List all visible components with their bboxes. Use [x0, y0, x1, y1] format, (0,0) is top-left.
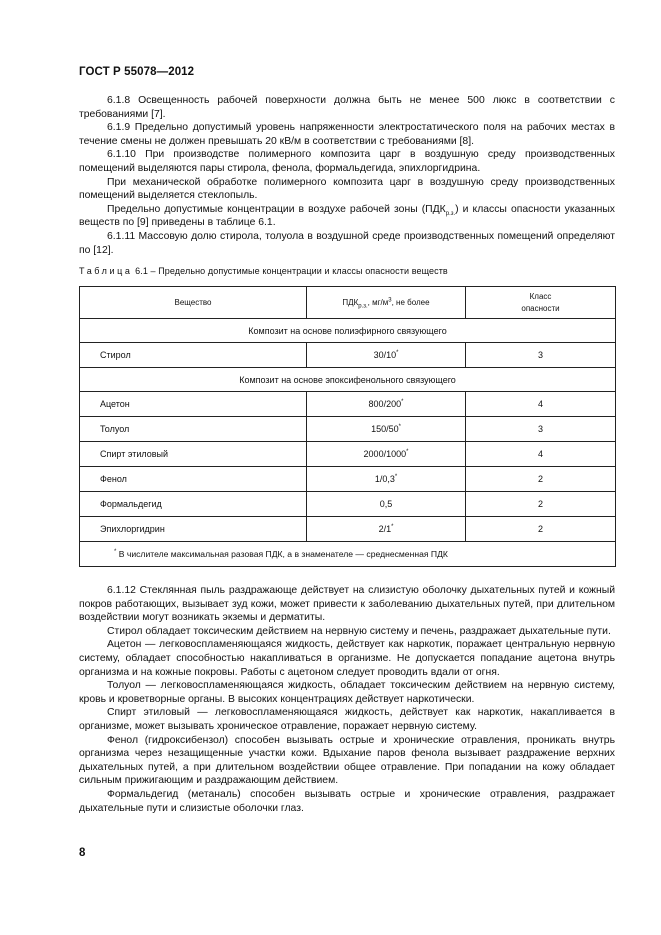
paragraph-styrene: Стирол обладает токсическим действием на нервную систему и печень, раздражает дыхательные пути.	[107, 625, 611, 637]
group-epoxyphenol: Композит на основе эпоксифенольного связующего	[80, 368, 616, 392]
paragraph-ethanol: Спирт этиловый — легковоспламеняющаяся жидкость, действует как наркотик, накапливается в организме, может вызывать хроническое отравление, поражает нервную систему.	[79, 707, 615, 732]
paragraph-6-1-10: 6.1.10 При производстве полимерного композита царг в воздушную среду производственных помещений выделяются пары стирола, фенола, формальдегида, эпихлоргидрина.	[79, 149, 615, 174]
pdk-value: 2/1*	[307, 517, 466, 542]
paragraph-6-1-9: 6.1.9 Предельно допустимый уровень напряженности электростатического поля на рабочих местах в течение смены не должен превышать 20 кВ/м в соответствии с требованиями [8].	[79, 122, 615, 147]
hazard-class: 3	[466, 417, 616, 442]
table-row	[80, 492, 616, 517]
table-row	[80, 442, 616, 467]
paragraph-formaldehyde: Формальдегид (метаналь) способен вызывать острые и хронические отравления, раздражает дыхательные пути и слизистые оболочки глаз.	[79, 788, 615, 814]
substance-name: Ацетон	[80, 392, 307, 417]
pdk-value: 2000/1000*	[307, 442, 466, 467]
substance-name: Эпихлоргидрин	[80, 517, 307, 542]
table-group-row	[80, 319, 616, 343]
substance-name: Формальдегид	[80, 492, 307, 517]
pdk-value: 30/10*	[307, 343, 466, 368]
pdk-value: 150/50*	[307, 417, 466, 442]
pdk-value: 1/0,3*	[307, 467, 466, 492]
table-row	[80, 343, 616, 368]
table-footnote-row	[80, 542, 616, 567]
table-header-row	[80, 287, 616, 319]
header-hazard-class: Класс опасности	[466, 287, 616, 319]
substance-name: Толуол	[80, 417, 307, 442]
hazard-class: 2	[466, 517, 616, 542]
table-row	[80, 392, 616, 417]
hazard-class: 3	[466, 343, 616, 368]
pdk-table	[79, 286, 616, 567]
hazard-class: 4	[466, 442, 616, 467]
pdk-value: 0,5	[307, 492, 466, 517]
paragraph-acetone: Ацетон — легковоспламеняющаяся жидкость, действует как наркотик, поражает центральную нервную систему, обладает способностью накапливаться в организме. Не допускается попадание ацетона внутрь организма и на кожные покровы. Работы с ацетоном следует проводить вдали от огня.	[79, 639, 615, 678]
section-text-bottom	[79, 584, 615, 815]
page-number: 8	[79, 847, 86, 859]
paragraph-glass-dust: При механической обработке полимерного композита царг в воздушную среду производственных помещений выделяется стеклопыль.	[79, 176, 615, 202]
header-substance: Вещество	[80, 287, 307, 319]
substance-name: Фенол	[80, 467, 307, 492]
hazard-class: 2	[466, 492, 616, 517]
table-group-row	[80, 368, 616, 392]
hazard-class: 4	[466, 392, 616, 417]
paragraph-6-1-8: 6.1.8 Освещенность рабочей поверхности должна быть не менее 500 люкс в соответствии с требованиями [7].	[79, 95, 615, 120]
header-pdk: $ПДК_{р.з.}$, $мг/м^3$, не более	[307, 287, 466, 319]
hazard-class: 2	[466, 467, 616, 492]
table-caption: Таблица 6.1 – Предельно допустимые концентрации и классы опасности веществ	[79, 266, 448, 276]
paragraph-6-1-11: 6.1.11 Массовую долю стирола, толуола в воздушной среде производственных помещений определяют по [12].	[79, 230, 615, 256]
table-row	[80, 467, 616, 492]
group-polyester: Композит на основе полиэфирного связующего	[80, 319, 616, 343]
section-text-top	[79, 94, 615, 257]
document-header: ГОСТ Р 55078—2012	[79, 66, 195, 78]
pdk-value: 800/200*	[307, 392, 466, 417]
table-row	[80, 417, 616, 442]
table-footnote: * В числителе максимальная разовая ПДК, а в знаменателе — среднесменная ПДК	[80, 542, 616, 567]
paragraph-6-1-12: 6.1.12 Стеклянная пыль раздражающе действует на слизистую оболочку дыхательных путей и кожный покров работающих, вызывает зуд кожи, может привести к заболеванию дыхательных путей, при длительном воздействии могут возникать экземы и дерматиты.	[79, 585, 615, 624]
table-row	[80, 517, 616, 542]
paragraph-phenol: Фенол (гидроксибензол) способен вызывать острые и хронические отравления, проникать внутрь организма через незащищенные участки кожи. Вдыхание паров фенола вызывает раздражение верхних дыхательных путей, а при длительном воздействии общее отравление. При попадании на кожу обладает сильным прижигающим и раздражающим действием.	[79, 734, 615, 787]
paragraph-toluene: Толуол — легковоспламеняющаяся жидкость, обладает токсическим действием на нервную систему, кровь и кроветворные органы. В высоких концентрациях действует наркотически.	[79, 680, 615, 705]
paragraph-pdk: Предельно допустимые концентрации в воздухе рабочей зоны $(ПДК_{р.з.})$ и классы опасности указанных веществ по [9] приведены в таблице 6.1.	[79, 203, 615, 229]
substance-name: Стирол	[80, 343, 307, 368]
substance-name: Спирт этиловый	[80, 442, 307, 467]
